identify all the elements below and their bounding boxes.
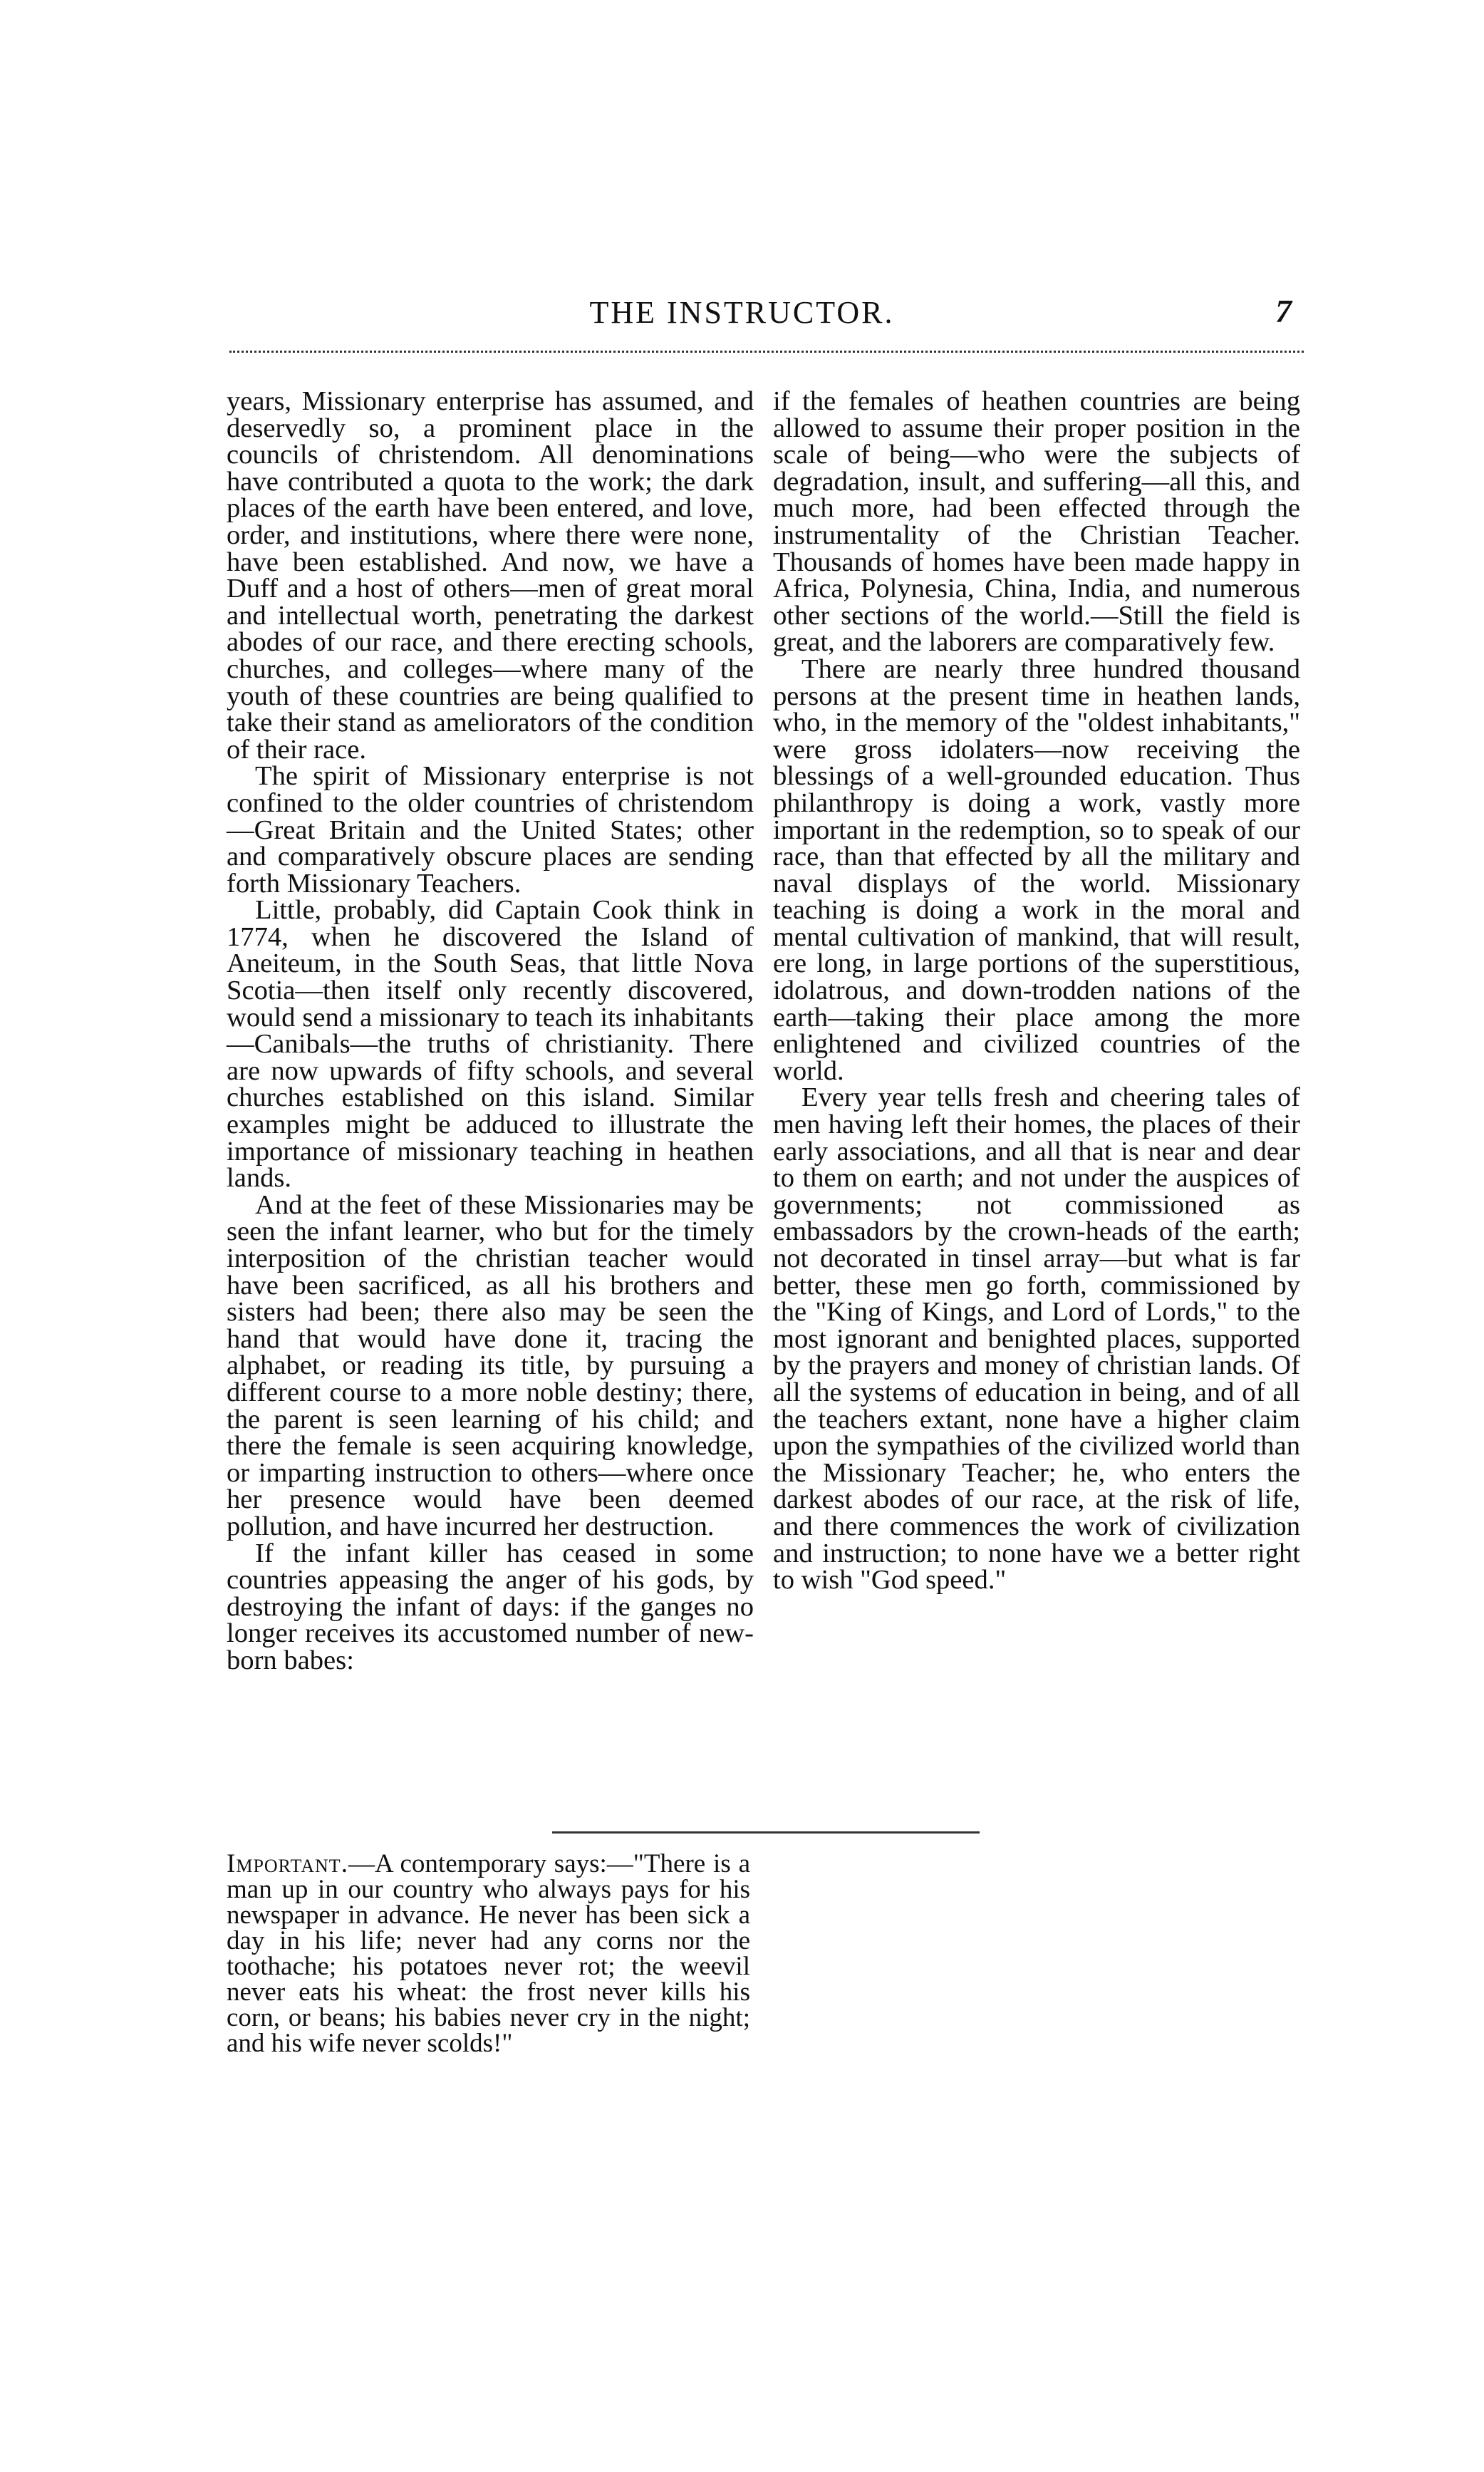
article-paragraph: Little, probably, did Captain Cook think in 1774, when he discovered the Island of Aneiteum, in the South Seas, that little Nova Scotia—then itself only recently discovered, would send a missionary to teach its inhabitants—Canibals—the truths of christianity. There are now upwards of fifty schools, and several churches established on this island. Similar examples might be adduced to illustrate the importance of missionary teaching in heathen lands. [227, 895, 754, 1194]
notice-text: —A contemporary says:—"There is a man up in our country who always pays for his newspaper in advance. He never has been sick a day in his life; never had any corns nor the toothache; his potatoes never rot; the weevil never eats his wheat: the frost never kills his corn, or beans; his babies never cry in the night; and his wife never scolds!" [227, 1849, 750, 2058]
article-paragraph: The spirit of Missionary enterprise is not confined to the older countries of christendom—Great Britain and the United States; other and comparatively obscure places are sending forth Missionary Teachers. [227, 761, 754, 899]
article-paragraph: There are nearly three hundred thousand persons at the present time in heathen lands, who, in the memory of the "oldest inhabitants," were gross idolaters—now receiving the blessings of a well-grounded education. Thus philanthropy is doing a work, vastly more important in the redemption, so to speak of our race, than that effected by all the military and naval displays of the world. Missionary teaching is doing a work in the moral and mental cultivation of mankind, that will result, ere long, in large portions of the superstitious, idolatrous, and down-trodden nations of the earth—taking their place among the more enlightened and civilized countries of the world. [773, 653, 1300, 1086]
header-divider [229, 351, 1304, 353]
article-paragraph: If the infant killer has ceased in some countries appeasing the anger of his gods, by destroying the infant of days: if the ganges no longer receives its accustomed number of new-born babes: [227, 1538, 754, 1675]
article-paragraph: years, Missionary enterprise has assumed, and deservedly so, a prominent place in the councils of christendom. All denominations have contributed a quota to the work; the dark places of the earth have been entered, and love, order, and institutions, where there were none, have been established. And now, we have a Duff and a host of others—men of great moral and intellectual worth, penetrating the darkest abodes of our race, and there erecting schools, churches, and colleges—where many of the youth of these countries are being qualified to take their stand as ameliorators of the condition of their race. [227, 386, 754, 765]
notice-paragraph [227, 1851, 750, 2057]
page-title: THE INSTRUCTOR. [589, 295, 895, 330]
article-paragraph: And at the feet of these Missionaries may be seen the infant learner, who but for the timely interposition of the christian teacher would have been sacrificed, as all his brothers and sisters had been; there also may be seen the hand that would have done it, tracing the alphabet, or reading its title, by pursuing a different course to a more noble destiny; there, the parent is seen learning of his child; and there the female is seen acquiring knowledge, or imparting instruction to others—where once her presence would have been deemed pollution, and have incurred her destruction. [227, 1189, 754, 1541]
section-divider [552, 1831, 980, 1834]
article-column-left [227, 388, 754, 1675]
notice-column-left [227, 1851, 750, 2057]
article-paragraph: if the females of heathen countries are being allowed to assume their proper position in the scale of being—who were the subjects of degradation, insult, and suffering—all this, and much more, had been effected through the instrumentality of the Christian Teacher. Thousands of homes have been made happy in Africa, Polynesia, China, India, and numerous other sections of the world.—Still the field is great, and the laborers are comparatively few. [773, 386, 1300, 658]
notice-lead: Important. [227, 1849, 348, 1878]
page-number: 7 [1275, 293, 1292, 329]
article-column-right [773, 388, 1300, 1594]
article-paragraph: Every year tells fresh and cheering tales of men having left their homes, the places of their early associations, and all that is near and dear to them on earth; and not under the auspices of governments; not commissioned as embassadors by the crown-heads of the earth; not decorated in tinsel array—but what is far better, these men go forth, commissioned by the "King of Kings, and Lord of Lords," to the most ignorant and benighted places, supported by the prayers and money of christian lands. Of all the systems of education in being, and of all the teachers extant, none have a higher claim upon the sympathies of the civilized world than the Missionary Teacher; he, who enters the darkest abodes of our race, at the risk of life, and there commences the work of civilization and instruction; to none have we a better right to wish "God speed." [773, 1082, 1300, 1596]
